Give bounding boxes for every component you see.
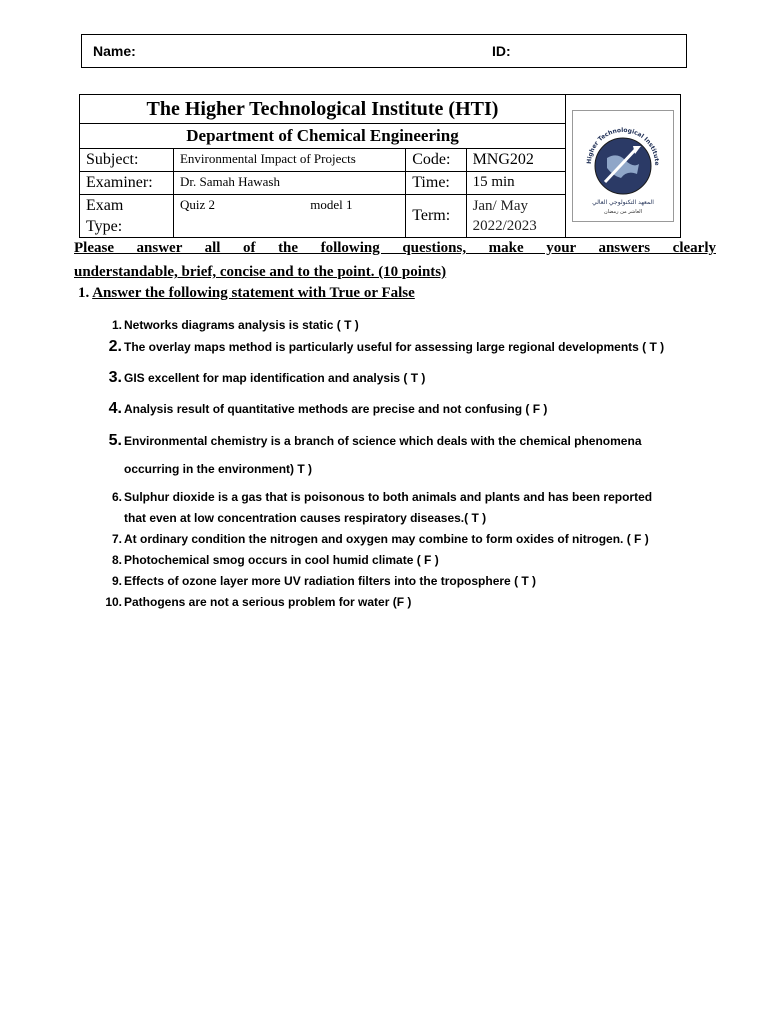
question-number: 7.	[111, 532, 122, 546]
examiner-value: Dr. Samah Hawash	[173, 172, 405, 195]
question-number: 2.	[108, 338, 122, 355]
institute-title: The Higher Technological Institute (HTI)	[80, 95, 566, 124]
question-number: 4.	[108, 400, 122, 417]
time-label: Time:	[406, 172, 466, 195]
question-text: At ordinary condition the nitrogen and oxygen may combine to form oxides of nitrogen. ( F )	[124, 532, 649, 546]
instructions-line-2: understandable, brief, concise and to the point. (10 points)	[74, 264, 447, 280]
term-label: Term:	[406, 195, 466, 238]
exam-type-label-1: Exam	[86, 197, 124, 214]
exam-type-value: Quiz 2	[179, 197, 215, 212]
instructions	[74, 236, 716, 284]
question-text: Effects of ozone layer more UV radiation filters into the troposphere ( T )	[124, 574, 537, 588]
question-text: Analysis result of quantitative methods are precise and not confusing ( F )	[124, 402, 548, 416]
question-number: 6.	[111, 490, 122, 504]
term-value-1: Jan/ May	[472, 198, 528, 214]
id-label: ID:	[492, 43, 511, 59]
section-title: Answer the following statement with True or False	[92, 285, 415, 301]
code-value: MNG202	[466, 149, 565, 172]
exam-type-label-2: Type:	[86, 218, 123, 235]
section-heading	[78, 285, 415, 302]
question-number: 5.	[108, 432, 122, 449]
logo-arabic-bottom: العاشر من رمضان	[603, 209, 643, 215]
question-text: GIS excellent for map identification and analysis ( T )	[124, 371, 426, 385]
question-number: 3.	[108, 369, 122, 386]
logo-text: Higher Technological Institute	[585, 126, 661, 166]
logo-arabic-top: المعهد التكنولوجي العالي	[592, 199, 654, 206]
code-label: Code:	[406, 149, 466, 172]
question-text: Sulphur dioxide is a gas that is poisonous to both animals and plants and has been reported	[124, 490, 653, 504]
term-value-cell	[466, 195, 565, 238]
subject-label: Subject:	[80, 149, 174, 172]
question-number: 8.	[111, 553, 122, 567]
question-text: Networks diagrams analysis is static ( T )	[124, 318, 359, 332]
time-value: 15 min	[466, 172, 565, 195]
model-value: model 1	[310, 197, 353, 212]
term-value-2: 2022/2023	[472, 218, 537, 234]
question-text-continued: occurring in the environment) T )	[124, 462, 313, 476]
question-number: 10.	[105, 595, 122, 609]
exam-type-label	[80, 195, 174, 238]
question-text: Photochemical smog occurs in cool humid climate ( F )	[124, 553, 439, 567]
institute-logo	[572, 110, 674, 222]
question-text-continued: that even at low concentration causes respiratory diseases.( T )	[124, 511, 487, 525]
examiner-label: Examiner:	[80, 172, 174, 195]
subject-value: Environmental Impact of Projects	[173, 149, 405, 172]
question-number: 1.	[111, 318, 122, 332]
globe-logo-icon	[577, 116, 669, 216]
question-text: Environmental chemistry is a branch of science which deals with the chemical phenomena	[124, 434, 642, 448]
exam-type-value-cell	[173, 195, 405, 238]
question-text: Pathogens are not a serious problem for water (F )	[124, 595, 412, 609]
section-number: 1.	[78, 285, 90, 301]
question-text: The overlay maps method is particularly useful for assessing large regional developments ( T )	[124, 340, 665, 354]
exam-header-table	[79, 94, 681, 238]
name-label: Name:	[93, 43, 136, 59]
instructions-line-1: Please answer all of the following questions, make your answers clearly	[74, 240, 716, 256]
question-number: 9.	[111, 574, 122, 588]
name-id-box	[81, 34, 687, 68]
logo-cell	[565, 95, 680, 238]
department-title: Department of Chemical Engineering	[80, 124, 566, 149]
